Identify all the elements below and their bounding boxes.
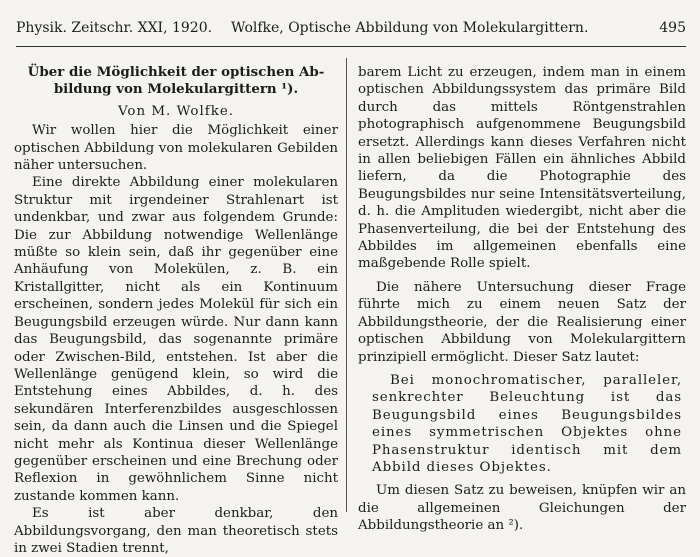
left-paragraph-3: Es ist aber denkbar, den Abbildungsvorgang, den man theoretisch stets in zwei Stadien trennt, bbox=[14, 506, 338, 556]
right-paragraph-2: Die nähere Untersuchung dieser Frage führte mich zu einem neuen Satz der Abbildungstheorie, der die Realisierung einer optischen Abbildung von Molekulargittern prinzipiell ermöglicht. Dieser Satz lautet: bbox=[358, 279, 686, 365]
article-author: Von M. Wolfke. bbox=[117, 103, 235, 119]
right-paragraph-3: Um diesen Satz zu beweisen, knüpfen wir an die allgemeinen Gleichungen der Abbildungstheorie an ²). bbox=[358, 483, 686, 534]
page-header bbox=[16, 20, 686, 40]
journal-citation: Physik. Zeitschr. XXI, 1920. bbox=[16, 20, 213, 36]
left-paragraph-1: Wir wollen hier die Möglichkeit einer optischen Abbildung von molekularen Gebilden näher untersuchen. bbox=[14, 123, 338, 174]
right-paragraph-1: barem Licht zu erzeugen, indem man in einem optischen Abbildungssystem das primäre Bild durch das mittels Röntgenstrahlen photographisch aufgenommene Beugungsbild ersetzt. Allerdings kann dieses Verfahren nicht in allen beliebigen Fällen ein ähnliches Abbild liefern, da die Photographie des Beugungsbildes nur seine Intensitätsverteilung, d. h. die Amplituden wiedergibt, nicht aber die Phasenverteilung, die bei der Entstehung des Abbildes im allgemeinen ebenfalls eine maßgebende Rolle spielt. bbox=[358, 65, 686, 272]
article-title bbox=[14, 64, 338, 99]
page-number: 495 bbox=[659, 20, 686, 36]
right-column bbox=[358, 64, 686, 535]
article-title-line1: Über die Möglichkeit der optischen Ab- bbox=[27, 64, 325, 80]
article-title-line2: bildung von Molekulargittern ¹). bbox=[53, 81, 299, 98]
running-title: Wolfke, Optische Abbildung von Molekulargittern. bbox=[231, 20, 589, 36]
left-column bbox=[14, 64, 338, 557]
theorem-statement: Bei monochromatischer, paralleler, senkrechter Beleuchtung ist das Beugungsbild eines Beugungsbildes eines symmetrischen Objektes ohne Phasenstruktur identisch mit dem Abbild dieses Objektes. bbox=[372, 372, 682, 475]
column-divider bbox=[346, 58, 347, 512]
header-rule bbox=[16, 46, 686, 47]
left-paragraph-2: Eine direkte Abbildung einer molekularen Struktur mit irgendeiner Strahlenart ist undenkbar, und zwar aus folgendem Grunde: Die zur Abbildung notwendige Wellenlänge müßte so klein sein, daß ihr gegenüber eine Anhäufung von Molekülen, z. B. ein Kristallgitter, nicht als ein Kontinuum erscheinen, sondern jedes Molekül für sich ein Beugungsbild erzeugen würde. Nur dann kann das Beugungsbild, das sogenannte primäre oder Zwischen-Bild, entstehen. Ist aber die Wellenlänge genügend klein, so wird die Entstehung eines Abbildes, d. h. des sekundären Interferenzbildes ausgeschlossen sein, da dann auch die Linsen und die Spiegel nicht mehr als Kontinua dieser Wellenlänge gegenüber erscheinen und eine Brechung oder Reflexion in gewöhnlichem Sinne nicht zustande kommen kann. bbox=[14, 175, 338, 504]
